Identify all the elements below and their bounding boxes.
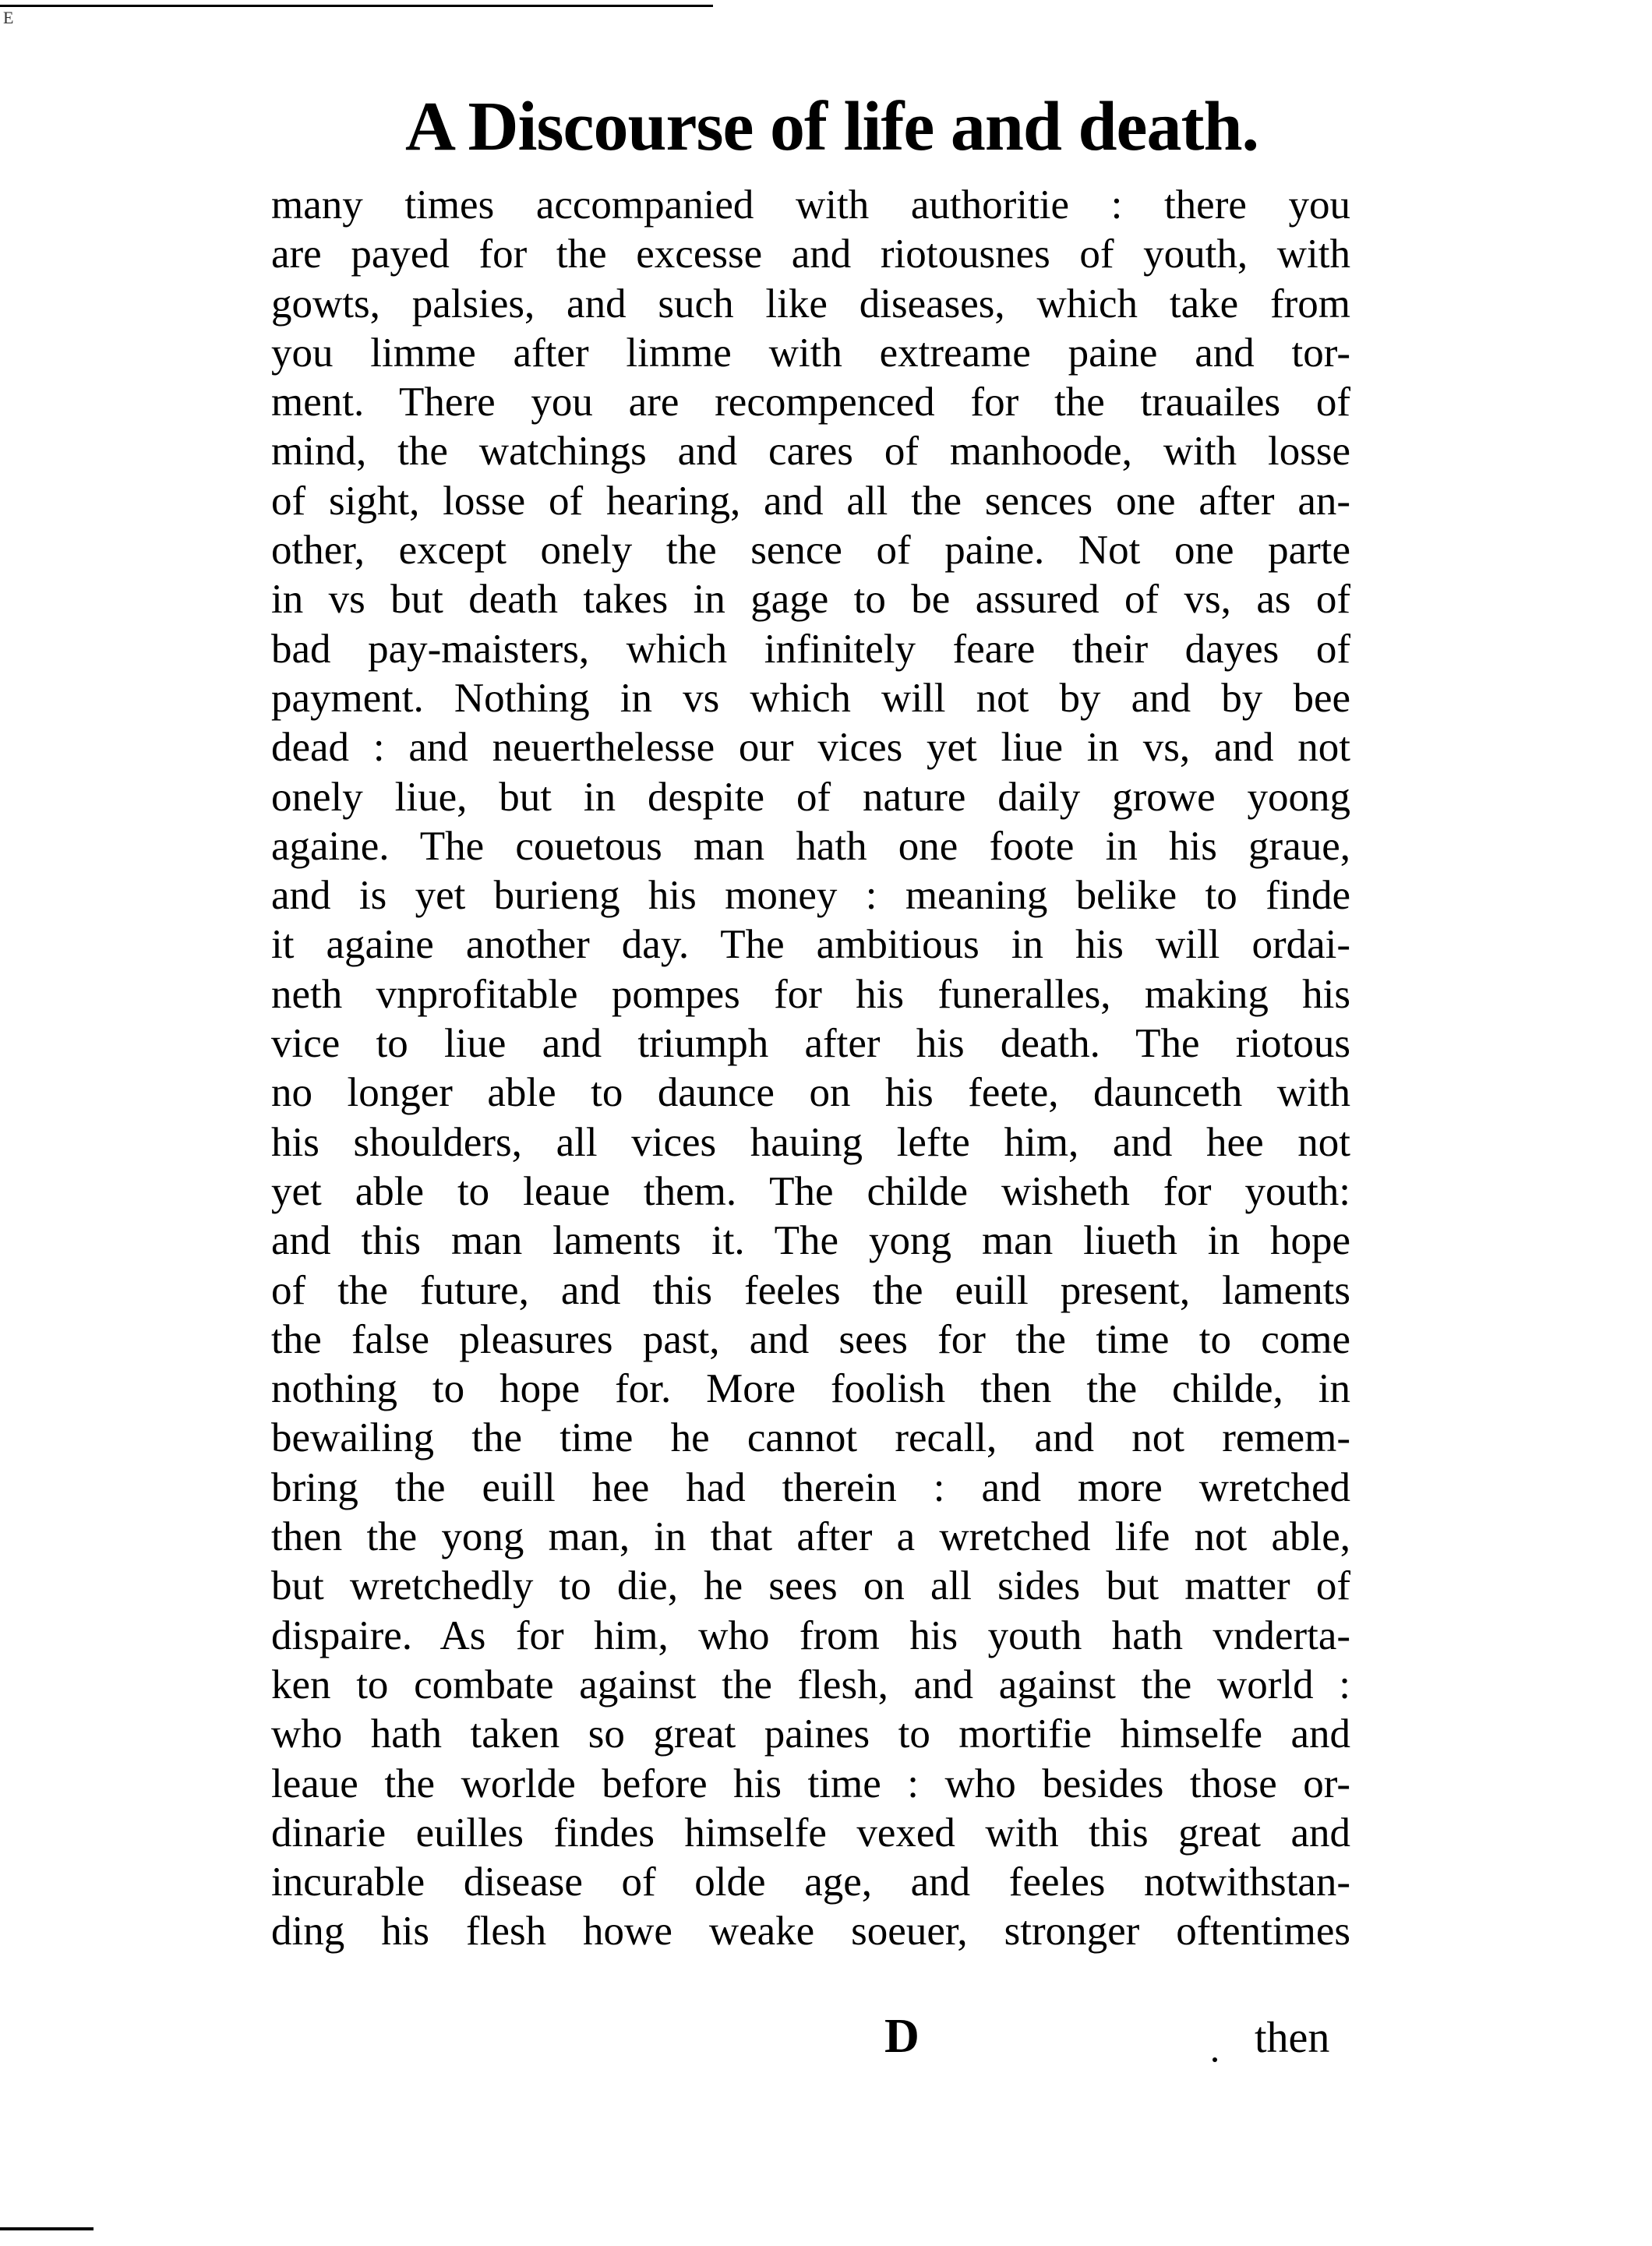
text-line-7: of sight, losse of hearing, and all the sences one after an- [271,478,1350,524]
text-line-33: leaue the worlde before his time : who besides those or- [271,1760,1350,1806]
text-line-32: who hath taken so great paines to mortifie himselfe and [271,1711,1350,1757]
text-line-31: ken to combate against the flesh, and against the world : [271,1662,1350,1707]
text-line-16: it againe another day. The ambitious in his will ordai- [271,922,1350,968]
top-rule [0,5,713,7]
corner-mark: E [3,8,14,27]
text-line-12: dead : and neuerthelesse our vices yet liue in vs, and not [271,725,1350,771]
text-line-35: incurable disease of olde age, and feeles notwithstan- [271,1859,1350,1905]
text-line-2: are payed for the excesse and riotousnes of youth, with [271,231,1350,277]
text-line-34: dinarie euilles findes himselfe vexed with this great and [271,1810,1350,1856]
text-line-29: but wretchedly to die, he sees on all sides but matter of [271,1563,1350,1609]
bottom-edge-mark [0,2227,94,2230]
text-line-4: you limme after limme with extreame paine and tor- [271,330,1350,376]
text-line-26: bewailing the time he cannot recall, and not remem- [271,1415,1350,1461]
text-line-25: nothing to hope for. More foolish then the childe, in [271,1366,1350,1412]
text-line-9: in vs but death takes in gage to be assured of vs, as of [271,577,1350,623]
text-line-20: his shoulders, all vices hauing lefte him, and hee not [271,1119,1350,1165]
signature-mark: D [884,2010,920,2063]
text-line-28: then the yong man, in that after a wretched life not able, [271,1514,1350,1560]
text-line-21: yet able to leaue them. The childe wisheth for youth: [271,1168,1350,1214]
text-line-5: ment. There you are recompenced for the trauailes of [271,380,1350,426]
text-line-8: other, except onely the sence of paine. Not one parte [271,528,1350,574]
text-line-18: vice to liue and triumph after his death. The riotous [271,1021,1350,1067]
text-line-17: neth vnprofitable pompes for his funeralles, making his [271,971,1350,1017]
text-line-30: dispaire. As for him, who from his youth hath vnderta- [271,1612,1350,1658]
text-line-14: againe. The couetous man hath one foote in his graue, [271,823,1350,869]
running-head: A Discourse of life and death. [405,88,1258,165]
ink-speck [1213,2057,1217,2062]
text-line-22: and this man laments it. The yong man liueth in hope [271,1218,1350,1264]
text-line-19: no longer able to daunce on his feete, daunceth with [271,1070,1350,1116]
text-line-27: bring the euill hee had therein : and more wretched [271,1464,1350,1510]
text-line-13: onely liue, but in despite of nature daily growe yoong [271,774,1350,820]
text-line-11: payment. Nothing in vs which will not by and by bee [271,675,1350,721]
catchword: then [1255,2014,1330,2062]
body-text [271,181,1350,1957]
text-line-10: bad pay-maisters, which infinitely feare their dayes of [271,626,1350,672]
text-line-36: ding his flesh howe weake soeuer, stronger oftentimes [271,1909,1350,1955]
text-line-23: of the future, and this feeles the euill present, laments [271,1267,1350,1313]
text-line-3: gowts, palsies, and such like diseases, which take from [271,281,1350,327]
text-line-24: the false pleasures past, and sees for the time to come [271,1316,1350,1362]
text-line-1: many times accompanied with authoritie : there you [271,182,1350,228]
text-line-15: and is yet burieng his money : meaning belike to finde [271,873,1350,919]
text-line-6: mind, the watchings and cares of manhoode, with losse [271,429,1350,475]
